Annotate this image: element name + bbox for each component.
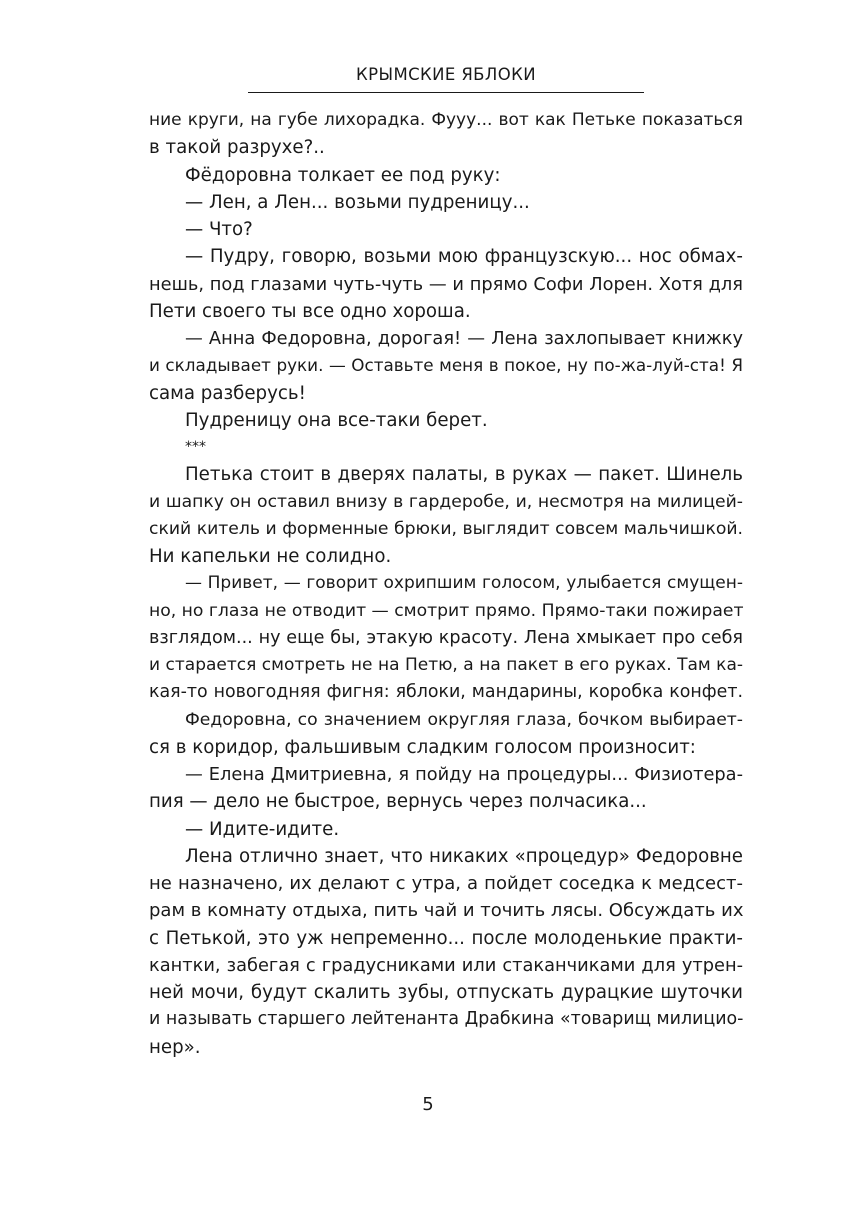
- text-line: и шапку он оставил внизу в гардеробе, и, несмотря на милицей-: [149, 491, 743, 512]
- text-line: ся в коридор, фальшивым сладким голосом произносит:: [149, 736, 696, 758]
- text-line: — Лен, а Лен... возьми пудреницу...: [185, 191, 530, 213]
- text-line: — Привет, — говорит охрипшим голосом, улыбается смущен-: [185, 573, 743, 594]
- text-line: ней мочи, будут скалить зубы, отпускать дурацкие шуточки: [149, 982, 743, 1003]
- text-line: — Елена Дмитриевна, я пойду на процедуры... Физиотера-: [185, 764, 743, 785]
- text-line: нешь, под глазами чуть-чуть — и прямо Софи Лорен. Хотя для: [149, 273, 743, 295]
- text-line: Ни капельки не солидно.: [149, 546, 392, 567]
- text-line: и старается смотреть не на Петю, а на пакет в его руках. Там ка-: [149, 655, 743, 675]
- text-line: пия — дело не быстрое, вернусь через полчасика...: [149, 791, 647, 813]
- text-line: с Петькой, это уж непременно... после молоденькие практи-: [149, 927, 743, 949]
- text-line: не назначено, их делают с утра, а пойдет соседка к медсест-: [149, 873, 743, 894]
- text-line: рам в комнату отдыха, пить чай и точить лясы. Обсуждать их: [149, 900, 744, 922]
- page-number: 5: [422, 1094, 434, 1115]
- text-line: Пети своего ты все одно хороша.: [149, 300, 471, 322]
- body-text: [149, 107, 743, 1061]
- text-line: кая-то новогодняя фигня: яблоки, мандарины, коробка конфет.: [149, 682, 743, 703]
- text-line: сама разберусь!: [149, 382, 306, 404]
- text-line: — Что?: [185, 219, 253, 240]
- running-head-rule: [248, 92, 644, 93]
- text-line: Фёдоровна толкает ее под руку:: [185, 164, 501, 186]
- text-line: кантки, забегая с градусниками или стаканчиками для утрен-: [149, 954, 743, 976]
- text-line: нер».: [149, 1036, 201, 1058]
- text-line: и складывает руки. — Оставьте меня в покое, ну по-жа-луй-ста! Я: [149, 355, 743, 376]
- running-head: КРЫМСКИЕ ЯБЛОКИ: [356, 65, 536, 84]
- text-line: в такой разрухе?..: [149, 137, 325, 159]
- text-line: ский китель и форменные брюки, выглядит совсем мальчишкой.: [149, 518, 743, 539]
- scene-break: ***: [185, 439, 206, 455]
- text-line: ние круги, на губе лихорадка. Фууу... вот как Петьке показаться: [149, 110, 743, 130]
- text-line: Лена отлично знает, что никаких «процедур» Федоровне: [185, 845, 743, 867]
- text-line: Федоровна, со значением округляя глаза, бочком выбирает-: [185, 709, 743, 730]
- text-line: — Идите-идите.: [185, 818, 340, 840]
- text-line: — Анна Федоровна, дорогая! — Лена захлопывает книжку: [185, 328, 743, 349]
- text-line: Петька стоит в дверях палаты, в руках — пакет. Шинель: [185, 464, 743, 486]
- text-line: но, но глаза не отводит — смотрит прямо. Прямо-таки пожирает: [149, 600, 744, 621]
- text-line: взглядом... ну еще бы, этакую красоту. Лена хмыкает про себя: [149, 627, 743, 648]
- text-line: и называть старшего лейтенанта Драбкина «товарищ милицио-: [149, 1009, 744, 1030]
- text-line: Пудреницу она все-таки берет.: [185, 409, 488, 431]
- text-line: — Пудру, говорю, возьми мою французскую... нос обмах-: [185, 246, 743, 268]
